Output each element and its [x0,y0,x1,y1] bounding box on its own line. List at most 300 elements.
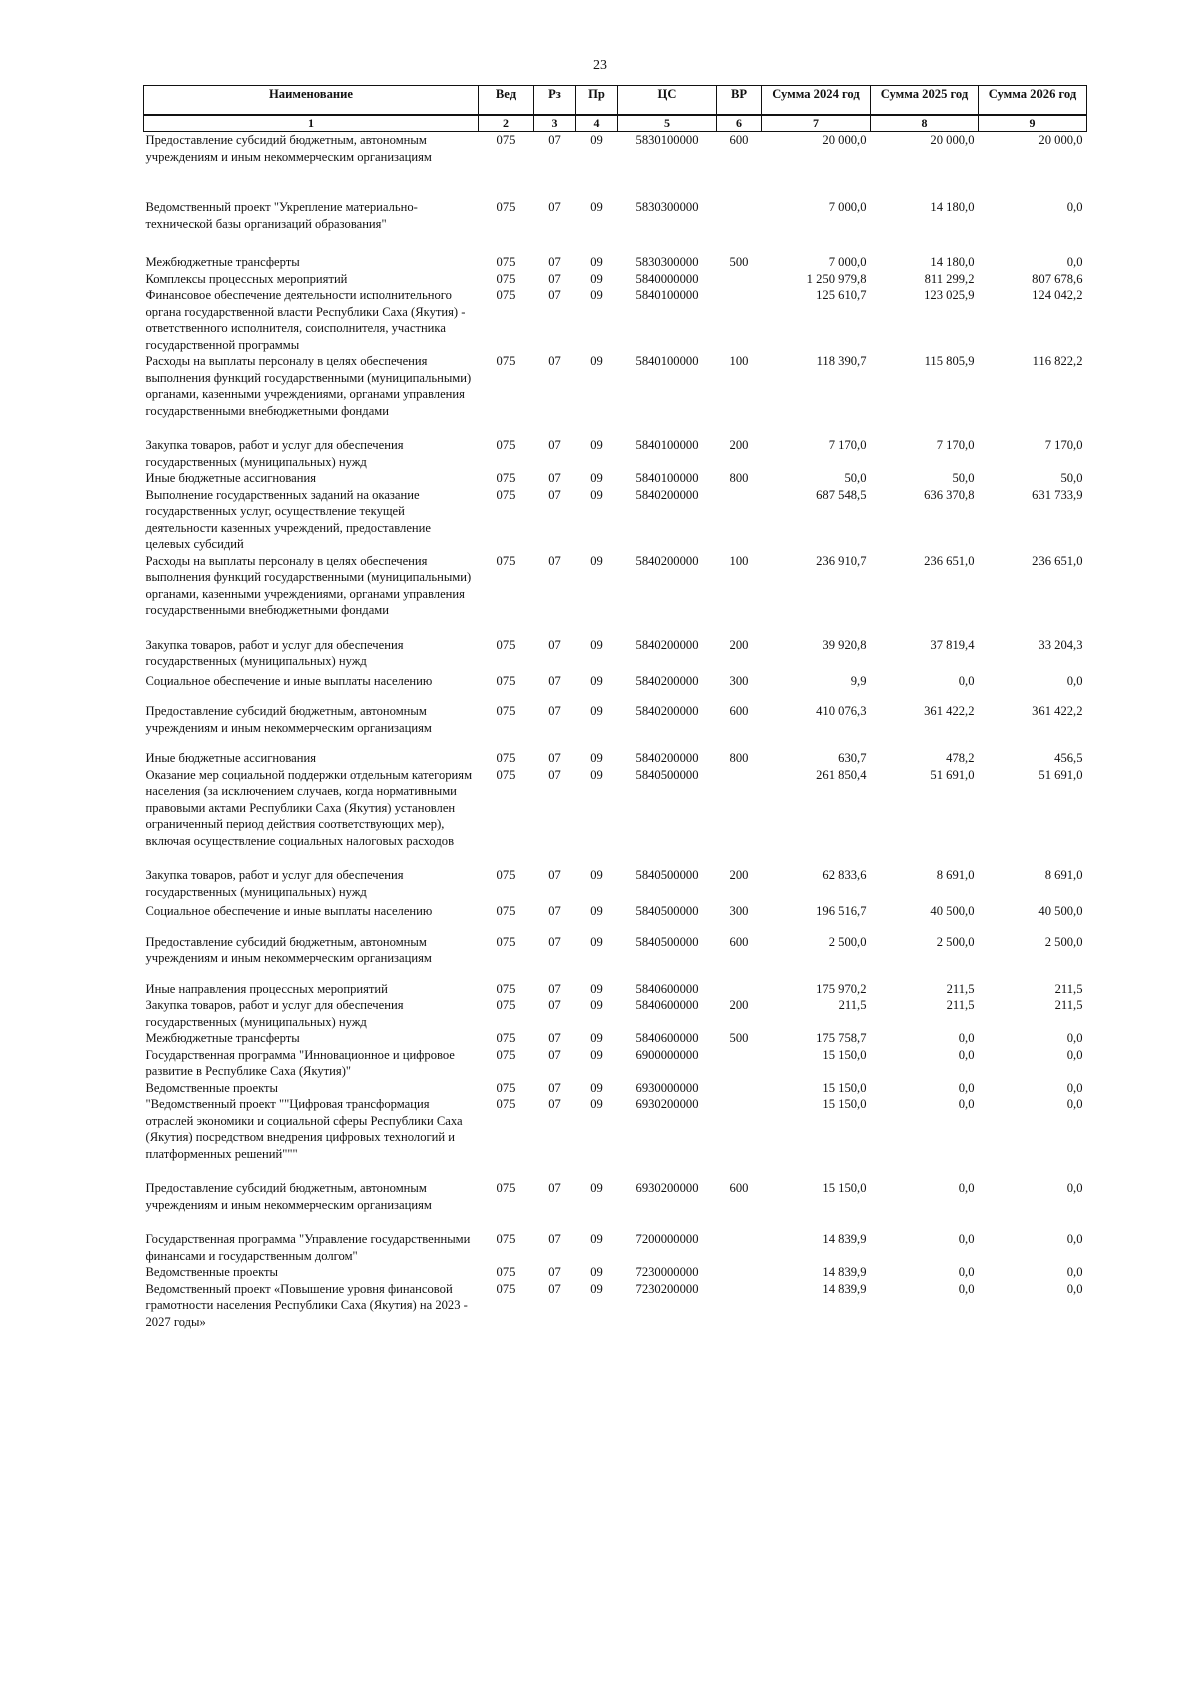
row-name: Закупка товаров, работ и услуг для обеспечения государственных (муниципальных) нужд [145,868,404,899]
row-cs: 5840100000 [635,354,699,368]
table-row [144,1047,1087,1080]
table-row [144,703,1087,750]
table-row [144,673,1087,704]
row-name: Выполнение государственных заданий на оказание государственных услуг, осуществление текущей деятельности казенных учреждений, предоставление целевых субсидий [145,487,431,551]
table-row [144,553,1087,637]
table-row [144,637,1087,673]
row-sum-2024: 14 839,9 [822,1232,867,1246]
row-sum-2025: 115 805,9 [924,354,975,368]
row-pr: 09 [590,1265,603,1279]
row-sum-2026: 631 733,9 [1032,487,1083,502]
row-name: Ведомственный проект "Укрепление материально-технической базы организаций образования" [145,200,418,231]
row-sum-2025: 478,2 [946,751,975,765]
row-cs: 5840600000 [635,1031,699,1045]
row-sum-2024: 14 839,9 [822,1265,867,1279]
row-cs: 5840500000 [635,868,699,882]
table-row [144,867,1087,903]
row-pr: 09 [590,1031,603,1045]
row-rz: 07 [548,288,561,302]
row-pr: 09 [590,868,603,882]
row-sum-2026: 116 822,2 [1032,354,1083,368]
table-body [144,132,1087,1331]
row-sum-2026: 0,0 [1066,1047,1083,1062]
row-sum-2024: 261 850,4 [816,767,867,782]
row-sum-2025: 50,0 [952,471,975,485]
row-vr: 600 [729,133,749,147]
table-row [144,254,1087,271]
row-cs: 5840600000 [635,981,699,996]
row-ved: 075 [496,471,516,485]
row-pr: 09 [590,553,603,568]
row-cs: 5830100000 [635,133,699,147]
row-sum-2025: 636 370,8 [924,487,975,502]
row-cs: 5840500000 [635,767,699,782]
table-row [144,199,1087,254]
row-sum-2024: 15 150,0 [822,1080,867,1095]
header-cell: Наименование [144,86,479,116]
row-ved: 075 [496,637,516,652]
budget-table [143,85,1087,1330]
row-sum-2024: 62 833,6 [822,868,867,882]
row-ved: 075 [496,934,516,949]
row-sum-2024: 410 076,3 [816,704,867,718]
row-name: Комплексы процессных мероприятий [145,271,348,286]
header-number-row [144,115,1087,132]
row-sum-2026: 0,0 [1066,255,1083,269]
row-sum-2024: 196 516,7 [816,904,867,918]
row-pr: 09 [590,487,603,502]
column-number: 3 [534,115,576,132]
column-number: 2 [479,115,534,132]
page-number: 23 [593,58,607,73]
row-pr: 09 [590,438,603,452]
row-ved: 075 [496,904,516,918]
row-rz: 07 [548,200,561,214]
row-ved: 075 [496,553,516,568]
header-cell: Сумма 2024 год [762,86,871,116]
row-ved: 075 [496,271,516,286]
row-sum-2026: 33 204,3 [1038,637,1083,652]
row-sum-2024: 15 150,0 [822,1047,867,1062]
row-name: Закупка товаров, работ и услуг для обеспечения государственных (муниципальных) нужд [145,998,404,1029]
row-sum-2026: 8 691,0 [1044,868,1083,882]
table-row [144,1080,1087,1097]
row-pr: 09 [590,1047,603,1062]
row-vr: 100 [729,354,749,368]
row-sum-2025: 211,5 [946,981,975,996]
row-cs: 6930000000 [635,1080,699,1095]
row-cs: 5840200000 [635,704,699,718]
row-vr [717,287,762,353]
row-name: Межбюджетные трансферты [145,255,300,269]
table-row [144,981,1087,998]
row-sum-2025: 40 500,0 [930,904,975,918]
row-ved: 075 [496,255,516,269]
row-pr: 09 [590,255,603,269]
row-sum-2024: 175 758,7 [816,1031,867,1045]
row-sum-2025: 7 170,0 [936,438,975,452]
table-row [144,1096,1087,1180]
table-row [144,353,1087,437]
row-sum-2025: 2 500,0 [936,934,975,949]
row-sum-2024: 236 910,7 [816,553,867,568]
row-cs: 5830300000 [635,200,699,214]
row-vr [717,487,762,553]
row-name: Расходы на выплаты персоналу в целях обеспечения выполнения функций государственными (муниципальными) органами, казенными учреждениями, органами управления государственными внебюджетными фондами [145,553,472,617]
row-sum-2025: 811 299,2 [924,271,975,286]
row-rz: 07 [548,673,561,688]
row-vr: 200 [729,438,749,452]
row-name: Ведомственный проект «Повышение уровня финансовой грамотности населения Республики Саха (Якутия) на 2023 - 2027 годы» [145,1281,468,1329]
table-row [144,271,1087,288]
header-cell: Рз [534,86,576,116]
row-name: "Ведомственный проект ""Цифровая трансформация отраслей экономики и социальной сферы Республики Саха (Якутия) посредством внедрения цифровых технологий и платформенных решений""" [145,1097,463,1161]
row-rz: 07 [548,1031,561,1045]
row-vr [717,1231,762,1264]
row-sum-2024: 211,5 [838,998,867,1012]
budget-table-container [143,85,1086,1330]
table-row [144,903,1087,934]
row-sum-2024: 9,9 [850,673,867,688]
row-sum-2026: 807 678,6 [1032,271,1083,286]
row-rz: 07 [548,1047,561,1062]
row-ved: 075 [496,751,516,765]
row-rz: 07 [548,1232,561,1246]
row-sum-2024: 125 610,7 [816,288,867,302]
row-ved: 075 [496,1232,516,1246]
row-sum-2026: 361 422,2 [1032,704,1083,718]
row-pr: 09 [590,1097,603,1111]
row-rz: 07 [548,998,561,1012]
column-number: 9 [979,115,1087,132]
row-cs: 7230200000 [635,1281,699,1296]
table-row [144,1180,1087,1231]
row-cs: 5840000000 [635,271,699,286]
row-pr: 09 [590,1232,603,1246]
row-sum-2026: 0,0 [1066,1031,1083,1045]
row-sum-2024: 14 839,9 [822,1281,867,1296]
row-vr: 200 [729,868,749,882]
row-vr [717,981,762,998]
header-cell: Сумма 2025 год [871,86,979,116]
row-sum-2025: 8 691,0 [936,868,975,882]
column-number: 6 [717,115,762,132]
row-name: Иные направления процессных мероприятий [145,981,388,996]
row-pr: 09 [590,673,603,688]
row-sum-2024: 15 150,0 [822,1181,867,1195]
row-vr [717,1047,762,1080]
row-pr: 09 [590,751,603,765]
row-ved: 075 [496,767,516,782]
row-sum-2026: 0,0 [1066,1265,1083,1279]
row-name: Государственная программа "Управление государственными финансами и государственным долгом" [145,1232,471,1263]
row-rz: 07 [548,767,561,782]
row-rz: 07 [548,255,561,269]
row-cs: 5840100000 [635,438,699,452]
row-vr [717,767,762,868]
header-row [144,86,1087,116]
row-cs: 6930200000 [635,1097,699,1111]
row-sum-2025: 211,5 [946,998,975,1012]
row-sum-2025: 123 025,9 [924,288,975,302]
table-row [144,1264,1087,1281]
row-ved: 075 [496,1031,516,1045]
row-sum-2025: 0,0 [958,1080,975,1095]
row-cs: 5840200000 [635,487,699,502]
row-sum-2026: 0,0 [1066,1181,1083,1195]
column-number: 1 [144,115,479,132]
table-row [144,437,1087,470]
row-pr: 09 [590,998,603,1012]
row-name: Финансовое обеспечение деятельности исполнительного органа государственной власти Республики Саха (Якутия) - ответственного исполнителя, соисполнителя, участника государственной программы [145,288,466,352]
row-vr: 200 [729,998,749,1012]
row-sum-2026: 51 691,0 [1038,767,1083,782]
row-rz: 07 [548,471,561,485]
row-name: Закупка товаров, работ и услуг для обеспечения государственных (муниципальных) нужд [145,438,404,469]
row-name: Закупка товаров, работ и услуг для обеспечения государственных (муниципальных) нужд [145,637,404,668]
table-row [144,997,1087,1030]
row-sum-2024: 2 500,0 [828,934,867,949]
row-pr: 09 [590,1281,603,1296]
row-vr: 500 [729,255,749,269]
table-row [144,750,1087,767]
row-sum-2024: 7 170,0 [828,438,867,452]
row-vr [717,199,762,254]
row-ved: 075 [496,354,516,368]
row-vr: 300 [729,904,749,918]
row-rz: 07 [548,487,561,502]
row-cs: 7200000000 [635,1232,699,1246]
table-row [144,487,1087,553]
row-rz: 07 [548,1080,561,1095]
row-pr: 09 [590,1080,603,1095]
row-cs: 6900000000 [635,1047,699,1062]
row-rz: 07 [548,904,561,918]
row-ved: 075 [496,1181,516,1195]
row-sum-2026: 124 042,2 [1032,288,1083,302]
row-sum-2025: 0,0 [958,673,975,688]
row-sum-2025: 37 819,4 [930,637,975,652]
row-sum-2026: 211,5 [1054,998,1083,1012]
column-number: 4 [576,115,618,132]
row-sum-2025: 0,0 [958,1031,975,1045]
table-row [144,934,1087,981]
row-sum-2025: 14 180,0 [930,255,975,269]
table-header [144,86,1087,132]
row-rz: 07 [548,934,561,949]
row-vr [717,1096,762,1180]
row-sum-2026: 0,0 [1066,1097,1083,1111]
row-sum-2024: 39 920,8 [822,637,867,652]
row-name: Предоставление субсидий бюджетным, автономным учреждениям и иным некоммерческим организациям [145,934,432,965]
row-sum-2024: 175 970,2 [816,981,867,996]
row-name: Межбюджетные трансферты [145,1031,300,1045]
row-sum-2026: 40 500,0 [1038,904,1083,918]
row-pr: 09 [590,981,603,996]
table-row [144,287,1087,353]
row-vr: 800 [729,471,749,485]
row-vr: 300 [729,673,749,688]
row-pr: 09 [590,471,603,485]
row-vr: 600 [729,934,749,949]
row-sum-2025: 236 651,0 [924,553,975,568]
row-ved: 075 [496,1097,516,1111]
table-row [144,132,1087,200]
row-ved: 075 [496,1265,516,1279]
row-ved: 075 [496,1047,516,1062]
row-name: Социальное обеспечение и иные выплаты населению [145,673,433,688]
header-cell: ЦС [618,86,717,116]
row-vr: 600 [729,1181,749,1195]
row-sum-2026: 0,0 [1066,1232,1083,1246]
row-rz: 07 [548,751,561,765]
row-cs: 5830300000 [635,255,699,269]
row-ved: 075 [496,1080,516,1095]
row-rz: 07 [548,553,561,568]
row-name: Расходы на выплаты персоналу в целях обеспечения выполнения функций государственными (муниципальными) органами, казенными учреждениями, органами управления государственными внебюджетными фондами [145,354,472,418]
row-pr: 09 [590,704,603,718]
column-number: 5 [618,115,717,132]
row-vr [717,1264,762,1281]
row-pr: 09 [590,200,603,214]
row-sum-2024: 687 548,5 [816,487,867,502]
row-rz: 07 [548,1097,561,1111]
row-sum-2025: 0,0 [958,1097,975,1111]
row-cs: 5840600000 [635,998,699,1012]
table-row [144,470,1087,487]
row-rz: 07 [548,271,561,286]
row-sum-2025: 20 000,0 [930,133,975,147]
row-pr: 09 [590,133,603,147]
row-pr: 09 [590,288,603,302]
row-sum-2026: 50,0 [1060,471,1083,485]
column-number: 7 [762,115,871,132]
row-ved: 075 [496,133,516,147]
table-row [144,1030,1087,1047]
row-ved: 075 [496,438,516,452]
row-sum-2025: 0,0 [958,1047,975,1062]
row-rz: 07 [548,133,561,147]
row-vr [717,271,762,288]
row-name: Предоставление субсидий бюджетным, автономным учреждениям и иным некоммерческим организациям [145,704,432,735]
row-ved: 075 [496,868,516,882]
row-sum-2024: 630,7 [838,751,867,765]
row-name: Социальное обеспечение и иные выплаты населению [145,904,433,918]
row-cs: 7230000000 [635,1265,699,1279]
row-cs: 5840200000 [635,637,699,652]
row-ved: 075 [496,704,516,718]
row-pr: 09 [590,767,603,782]
row-name: Государственная программа "Инновационное и цифровое развитие в Республике Саха (Якутия)" [145,1047,455,1078]
row-sum-2024: 50,0 [844,471,867,485]
row-sum-2026: 0,0 [1066,1281,1083,1296]
row-vr: 100 [729,553,749,568]
row-rz: 07 [548,438,561,452]
row-name: Ведомственные проекты [145,1265,278,1279]
header-cell: ВР [717,86,762,116]
row-sum-2026: 0,0 [1066,673,1083,688]
row-cs: 6930200000 [635,1181,699,1195]
row-cs: 5840100000 [635,471,699,485]
row-cs: 5840200000 [635,673,699,688]
row-vr [717,1281,762,1331]
row-cs: 5840200000 [635,751,699,765]
row-ved: 075 [496,200,516,214]
row-sum-2026: 211,5 [1054,981,1083,996]
header-cell: Пр [576,86,618,116]
row-sum-2025: 361 422,2 [924,704,975,718]
row-vr: 800 [729,751,749,765]
row-ved: 075 [496,981,516,996]
row-name: Предоставление субсидий бюджетным, автономным учреждениям и иным некоммерческим организациям [145,133,432,164]
row-sum-2026: 0,0 [1066,200,1083,214]
row-cs: 5840500000 [635,934,699,949]
row-cs: 5840500000 [635,904,699,918]
row-name: Ведомственные проекты [145,1080,278,1095]
row-ved: 075 [496,1281,516,1296]
row-rz: 07 [548,354,561,368]
row-pr: 09 [590,1181,603,1195]
row-name: Предоставление субсидий бюджетным, автономным учреждениям и иным некоммерческим организациям [145,1181,432,1212]
row-sum-2026: 7 170,0 [1044,438,1083,452]
row-sum-2025: 0,0 [958,1181,975,1195]
row-sum-2025: 0,0 [958,1232,975,1246]
row-vr: 500 [729,1031,749,1045]
row-sum-2026: 2 500,0 [1044,934,1083,949]
row-cs: 5840100000 [635,288,699,302]
row-pr: 09 [590,934,603,949]
row-sum-2026: 456,5 [1054,751,1083,765]
row-sum-2024: 7 000,0 [828,255,867,269]
row-rz: 07 [548,868,561,882]
table-row [144,767,1087,868]
row-sum-2026: 236 651,0 [1032,553,1083,568]
row-vr: 200 [729,637,749,652]
row-sum-2024: 20 000,0 [822,133,867,147]
row-rz: 07 [548,981,561,996]
row-rz: 07 [548,704,561,718]
row-rz: 07 [548,1181,561,1195]
row-sum-2026: 20 000,0 [1038,133,1083,147]
row-sum-2025: 51 691,0 [930,767,975,782]
row-pr: 09 [590,637,603,652]
row-ved: 075 [496,998,516,1012]
row-sum-2024: 15 150,0 [822,1097,867,1111]
header-cell: Сумма 2026 год [979,86,1087,116]
row-sum-2026: 0,0 [1066,1080,1083,1095]
row-ved: 075 [496,487,516,502]
row-rz: 07 [548,1281,561,1296]
row-sum-2025: 0,0 [958,1281,975,1296]
row-sum-2024: 7 000,0 [828,200,867,214]
row-rz: 07 [548,1265,561,1279]
row-rz: 07 [548,637,561,652]
row-pr: 09 [590,904,603,918]
row-sum-2024: 1 250 979,8 [806,271,867,286]
row-name: Иные бюджетные ассигнования [145,471,317,485]
row-name: Оказание мер социальной поддержки отдельным категориям населения (за исключением случаев, когда нормативными правовыми актами Республики Саха (Якутия) установлен ограниченный период действия соответствующих мер), включая осуществление социальных налоговых расходов [145,767,473,848]
row-pr: 09 [590,271,603,286]
table-row [144,1281,1087,1331]
row-vr: 600 [729,704,749,718]
row-cs: 5840200000 [635,553,699,568]
row-pr: 09 [590,354,603,368]
header-cell: Вед [479,86,534,116]
row-name: Иные бюджетные ассигнования [145,751,317,765]
row-ved: 075 [496,673,516,688]
column-number: 8 [871,115,979,132]
row-vr [717,1080,762,1097]
